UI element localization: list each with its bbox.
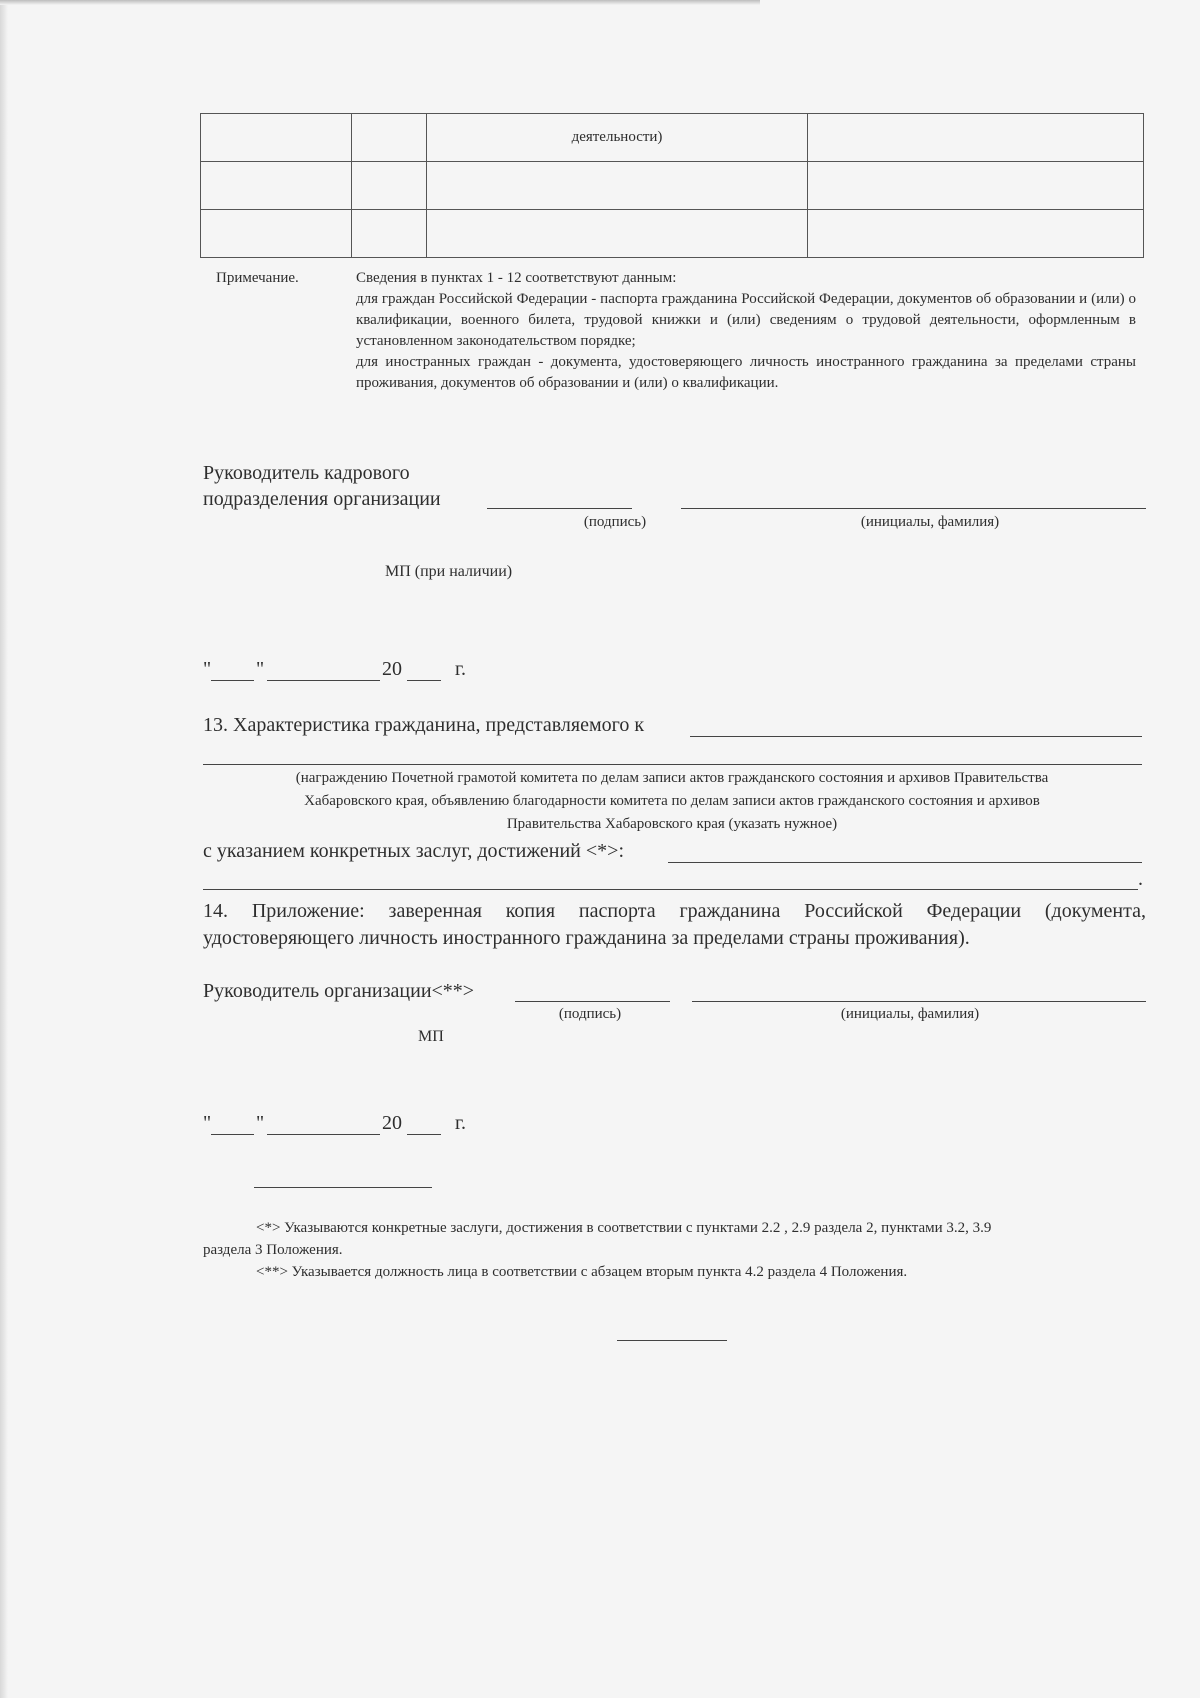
section13-merits-line[interactable] xyxy=(668,862,1142,863)
date-quote-open: " xyxy=(203,658,212,680)
note-line: для иностранных граждан - документа, удостоверяющего личность иностранного гражданина за пределами страны проживания, документов об образовании и (или) о квалификации. xyxy=(356,354,1136,391)
date2-year-prefix: 20 xyxy=(382,1112,402,1134)
org-signature-line[interactable] xyxy=(515,1001,670,1002)
hr-head-title-line2: подразделения организации xyxy=(203,488,441,510)
date2-year-line[interactable] xyxy=(407,1134,441,1135)
date-year-suffix: г. xyxy=(455,658,466,680)
section14-line1: 14. Приложение: заверенная копия паспорта гражданина Российской Федерации (документа, xyxy=(203,900,1146,922)
footnote-2: <**> Указывается должность лица в соответствии с абзацем вторым пункта 4.2 раздела 4 Положения. xyxy=(256,1264,908,1280)
table-row xyxy=(201,210,1144,258)
hr-signature-caption: (подпись) xyxy=(583,514,647,530)
org-signature-caption: (подпись) xyxy=(558,1006,622,1022)
table-cell xyxy=(201,210,352,258)
org-head-title: Руководитель организации<**> xyxy=(203,980,475,1002)
table-cell xyxy=(808,114,1144,162)
footnote-1-line2: раздела 3 Положения. xyxy=(203,1242,343,1258)
note-line: Сведения в пунктах 1 - 12 соответствуют данным: xyxy=(356,270,677,286)
note-line: для граждан Российской Федерации - паспорта гражданина Российской Федерации, документов об образовании и (или) о квалификации, военного билета, трудовой книжки и (или) сведениям о трудовой деятельности, оформленным в установленном законодательством порядке; xyxy=(356,291,1136,349)
section14-line2: удостоверяющего личность иностранного гражданина за пределами страны проживания). xyxy=(203,927,970,949)
note-label: Примечание. xyxy=(216,270,299,286)
table-cell xyxy=(201,162,352,210)
hr-name-caption: (инициалы, фамилия) xyxy=(860,514,1000,530)
section13-title: 13. Характеристика гражданина, представляемого к xyxy=(203,714,645,736)
table-cell xyxy=(808,210,1144,258)
note-body xyxy=(356,268,1136,394)
org-name-caption: (инициалы, фамилия) xyxy=(840,1006,980,1022)
org-name-line[interactable] xyxy=(692,1001,1146,1002)
hr-name-line[interactable] xyxy=(681,508,1146,509)
date-year-line[interactable] xyxy=(407,680,441,681)
date2-month-line[interactable] xyxy=(267,1134,380,1135)
date-day-line[interactable] xyxy=(211,680,254,681)
table-cell xyxy=(352,162,427,210)
data-table xyxy=(200,113,1144,258)
section13-award-line-2[interactable] xyxy=(203,764,1142,765)
scan-top-edge xyxy=(0,0,760,5)
section13-award-line[interactable] xyxy=(690,736,1142,737)
section13-caption-line2: Хабаровского края, объявлению благодарности комитета по делам записи актов гражданского состояния и архивов xyxy=(304,793,1040,809)
org-stamp-label: МП xyxy=(418,1028,444,1045)
end-separator xyxy=(617,1340,727,1341)
hr-signature-line[interactable] xyxy=(487,508,632,509)
date2-day-line[interactable] xyxy=(211,1134,254,1135)
section13-end-dot: . xyxy=(1138,868,1143,890)
footnote-separator xyxy=(254,1187,432,1188)
date-year-prefix: 20 xyxy=(382,658,402,680)
table-cell: деятельности) xyxy=(427,114,808,162)
section13-merits-label: с указанием конкретных заслуг, достижений <*>: xyxy=(203,840,624,862)
section13-caption-line1: (награждению Почетной грамотой комитета по делам записи актов гражданского состояния и архивов Правительства xyxy=(295,770,1049,786)
date2-year-suffix: г. xyxy=(455,1112,466,1134)
date-quote-close: " xyxy=(256,658,265,680)
table-cell xyxy=(352,114,427,162)
date-month-line[interactable] xyxy=(267,680,380,681)
table-row xyxy=(201,114,1144,162)
scan-edge xyxy=(0,0,8,1698)
table-cell xyxy=(427,210,808,258)
table-cell xyxy=(352,210,427,258)
section13-caption-line3: Правительства Хабаровского края (указать нужное) xyxy=(506,816,838,832)
table-cell xyxy=(201,114,352,162)
hr-stamp-label: МП (при наличии) xyxy=(385,563,513,580)
table-cell xyxy=(808,162,1144,210)
section13-merits-line-2[interactable] xyxy=(203,889,1138,890)
date2-quote-open: " xyxy=(203,1112,212,1134)
hr-head-title-line1: Руководитель кадрового xyxy=(203,462,410,484)
table-row xyxy=(201,162,1144,210)
date2-quote-close: " xyxy=(256,1112,265,1134)
footnote-1-line1: <*> Указываются конкретные заслуги, достижения в соответствии с пунктами 2.2 , 2.9 раздела 2, пунктами 3.2, 3.9 xyxy=(256,1220,992,1236)
table-cell xyxy=(427,162,808,210)
